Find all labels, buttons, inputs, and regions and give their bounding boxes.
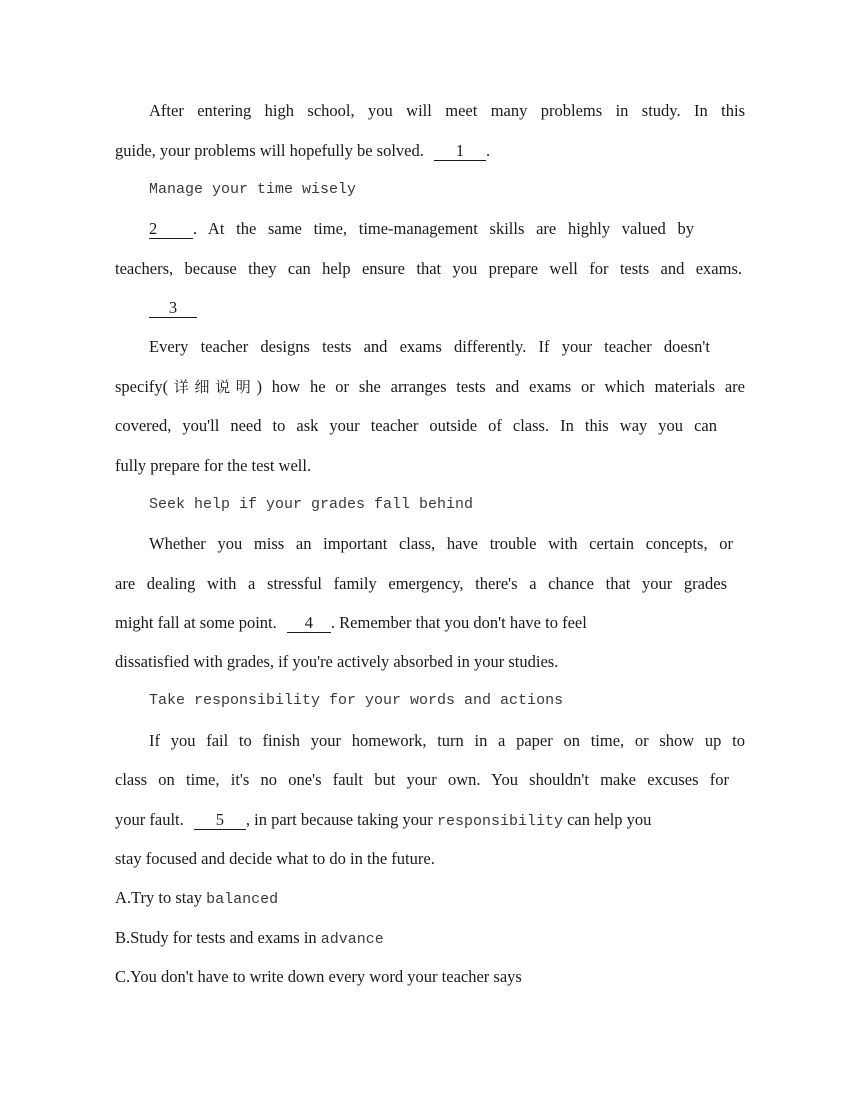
paragraph-5-line-2: class on time, it's no one's fault but your own. You shouldn't make excuses for [115, 770, 729, 789]
paragraph-3-line-4: fully prepare for the test well. [115, 456, 312, 475]
option-b [115, 926, 745, 950]
paragraph-4-line-4: dissatisfied with grades, if you're actively absorbed in your studies. [115, 652, 559, 671]
option-a [115, 886, 745, 910]
paragraph-4-line-3 [115, 611, 745, 635]
paragraph-3-line-2 [115, 375, 745, 399]
paragraph-5-line-4: stay focused and decide what to do in the future. [115, 849, 435, 868]
paragraph-3-cjk-gloss: 详细说明 [168, 378, 257, 396]
option-a-text: A.Try to stay [115, 888, 202, 907]
paragraph-4-line-1: Whether you miss an important class, have trouble with certain concepts, or [149, 534, 733, 553]
paragraph-3-line-2-a: specify( [115, 377, 169, 396]
paragraph-4-line-3-b: . Remember that you don't have to feel [330, 613, 587, 632]
paragraph-5-line-3 [115, 808, 745, 832]
paragraph-4-line-2: are dealing with a stressful family emergency, there's a chance that your grades [115, 574, 727, 593]
section-heading-responsibility: Take responsibility for your words and actions [149, 692, 564, 709]
blank-3: 3 [149, 299, 197, 318]
paragraph-5-line-3-c: can help you [567, 810, 652, 829]
blank-4: 4 [287, 614, 331, 633]
option-a-mono: balanced [206, 891, 279, 908]
section-heading-grades: Seek help if your grades fall behind [149, 496, 474, 513]
paragraph-4-line-3-a: might fall at some point. [115, 613, 277, 632]
option-b-text: B.Study for tests and exams in [115, 928, 317, 947]
option-b-mono: advance [320, 931, 384, 948]
blank-5: 5 [194, 811, 246, 830]
paragraph-1-line-2-text: guide, your problems will hopefully be solved. [115, 141, 424, 160]
option-c: C.You don't have to write down every word your teacher says [115, 967, 522, 986]
section-heading-time: Manage your time wisely [149, 181, 357, 198]
paragraph-2-line-1-text: . At the same time, time-management skills are highly valued by [193, 219, 694, 238]
paragraph-2-line-2: teachers, because they can help ensure that you prepare well for tests and exams. [115, 259, 742, 278]
paragraph-3-line-2-b: ) how he or she arranges tests and exams or which materials are [256, 377, 745, 396]
blank-3-line [149, 296, 745, 320]
paragraph-2-line-1 [149, 217, 694, 241]
paragraph-5-line-3-a: your fault. [115, 810, 184, 829]
paragraph-1-line-2-end: . [486, 141, 491, 160]
paragraph-3-line-1: Every teacher designs tests and exams differently. If your teacher doesn't [149, 337, 710, 356]
paragraph-5-line-1: If you fail to finish your homework, turn in a paper on time, or show up to [149, 731, 745, 750]
blank-2: 2 [149, 220, 193, 239]
blank-1: 1 [434, 142, 486, 161]
paragraph-1-line-2 [115, 139, 745, 163]
paragraph-5-mono-word: responsibility [436, 813, 563, 830]
paragraph-5-line-3-b: , in part because taking your [245, 810, 433, 829]
paragraph-3-line-3: covered, you'll need to ask your teacher outside of class. In this way you can [115, 416, 717, 435]
paragraph-1-line-1: After entering high school, you will meet many problems in study. In this [149, 101, 745, 120]
